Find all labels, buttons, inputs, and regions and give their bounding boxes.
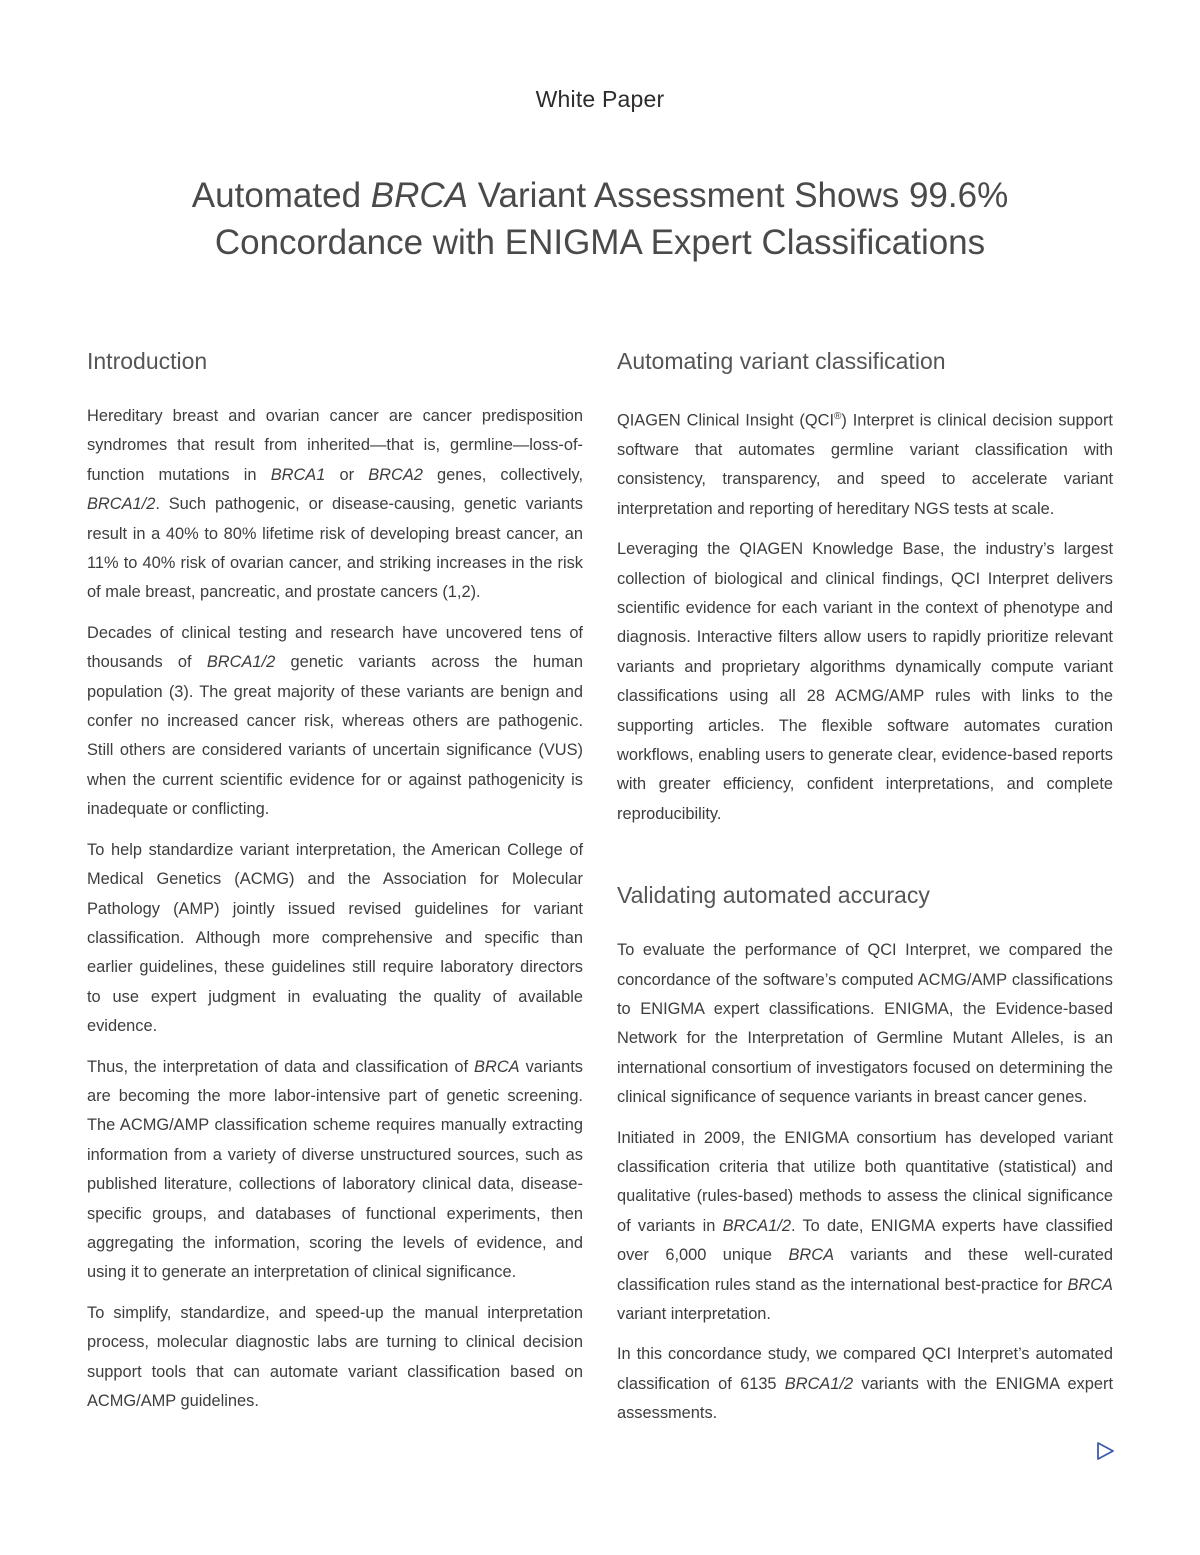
play-arrow-icon[interactable] xyxy=(1094,1440,1116,1462)
document-title xyxy=(100,172,1100,266)
validating-paragraph-2: Initiated in 2009, the ENIGMA consortium has developed variant classification criteria that utilize both quantitative (statistical) and qualitative (rules-based) methods to assess the clinical significance of variants in BRCA1/2. To date, ENIGMA experts have classified over 6,000 unique BRCA variants and these well-curated classification rules stand as the international best-practice for BRCA variant interpretation. xyxy=(617,1128,1113,1324)
right-column xyxy=(617,344,1113,1440)
automating-paragraph-2: Leveraging the QIAGEN Knowledge Base, the industry’s largest collection of biological and clinical findings, QCI Interpret delivers scientific evidence for each variant in the context of phenotype and diagnosis. Interactive filters allow users to rapidly prioritize relevant variants and proprietary algorithms dynamically compute variant classifications using all 28 ACMG/AMP rules with links to the supporting articles. The flexible software automates curation workflows, enabling users to generate clear, evidence-based reports with greater efficiency, confident interpretations, and complete reproducibility. xyxy=(617,540,1113,823)
section-heading-validating: Validating automated accuracy xyxy=(617,882,930,909)
intro-paragraph-1: Hereditary breast and ovarian cancer are cancer predisposition syndromes that result from inherited—that is, germline—loss-of-function mutations in BRCA1 or BRCA2 genes, collectively, BRCA1/2. Such pathogenic, or disease-causing, genetic variants result in a 40% to 80% lifetime risk of developing breast cancer, an 11% to 40% risk of ovarian cancer, and striking increases in the risk of male breast, pancreatic, and prostate cancers (1,2). xyxy=(87,407,584,602)
title-line-1 xyxy=(100,172,1100,219)
play-arrow-shape xyxy=(1098,1443,1113,1459)
automating-paragraph-1: QIAGEN Clinical Insight (QCI®) Interpret is clinical decision support software that automates germline variant classification with consistency, transparency, and speed to accelerate variant interpretation and reporting of hereditary NGS tests at scale. xyxy=(617,411,1113,518)
document-kicker: White Paper xyxy=(535,86,665,112)
section-heading-automating: Automating variant classification xyxy=(617,348,946,374)
validating-paragraph-3: In this concordance study, we compared QCI Interpret’s automated classification of 6135 BRCA1/2 variants with the ENIGMA expert assessments. xyxy=(617,1345,1113,1423)
intro-paragraph-5: To simplify, standardize, and speed-up the manual interpretation process, molecular diagnostic labs are turning to clinical decision support tools that can automate variant classification based on ACMG/AMP guidelines. xyxy=(87,1303,583,1410)
section-heading-introduction: Introduction xyxy=(87,348,208,374)
title-gene-italic: BRCA xyxy=(370,176,469,215)
title-text: Automated xyxy=(191,176,371,215)
intro-paragraph-3: To help standardize variant interpretation, the American College of Medical Genetics (ACMG) and the Association for Molecular Pathology (AMP) jointly issued revised guidelines for variant classification. Although more comprehensive and specific than earlier guidelines, these guidelines still require laboratory directors to use expert judgment in evaluating the quality of available evidence. xyxy=(87,840,583,1036)
left-column xyxy=(87,344,583,1427)
title-text: Variant Assessment Shows 99.6% xyxy=(468,176,1009,215)
intro-paragraph-2: Decades of clinical testing and research have uncovered tens of thousands of BRCA1/2 genetic variants across the human population (3). The great majority of these variants are benign and confer no increased cancer risk, whereas others are pathogenic. Still others are considered variants of uncertain significance (VUS) when the current scientific evidence for or against pathogenicity is inadequate or conflicting. xyxy=(87,623,583,819)
validating-paragraph-1: To evaluate the performance of QCI Interpret, we compared the concordance of the software’s computed ACMG/AMP classifications to ENIGMA expert classifications. ENIGMA, the Evidence-based Network for the Interpretation of Germline Mutant Alleles, is an international consortium of investigators focused on determining the clinical significance of sequence variants in breast cancer genes. xyxy=(617,941,1113,1107)
play-arrow-icon-svg xyxy=(1094,1440,1116,1462)
title-line-2: Concordance with ENIGMA Expert Classifications xyxy=(214,223,986,262)
intro-paragraph-4: Thus, the interpretation of data and classification of BRCA variants are becoming the more labor-intensive part of genetic screening. The ACMG/AMP classification scheme requires manually extracting information from a variety of diverse unstructured sources, such as published literature, collections of laboratory clinical data, disease-specific groups, and databases of functional experiments, then aggregating the information, scoring the levels of evidence, and using it to generate an interpretation of clinical significance. xyxy=(87,1057,583,1282)
